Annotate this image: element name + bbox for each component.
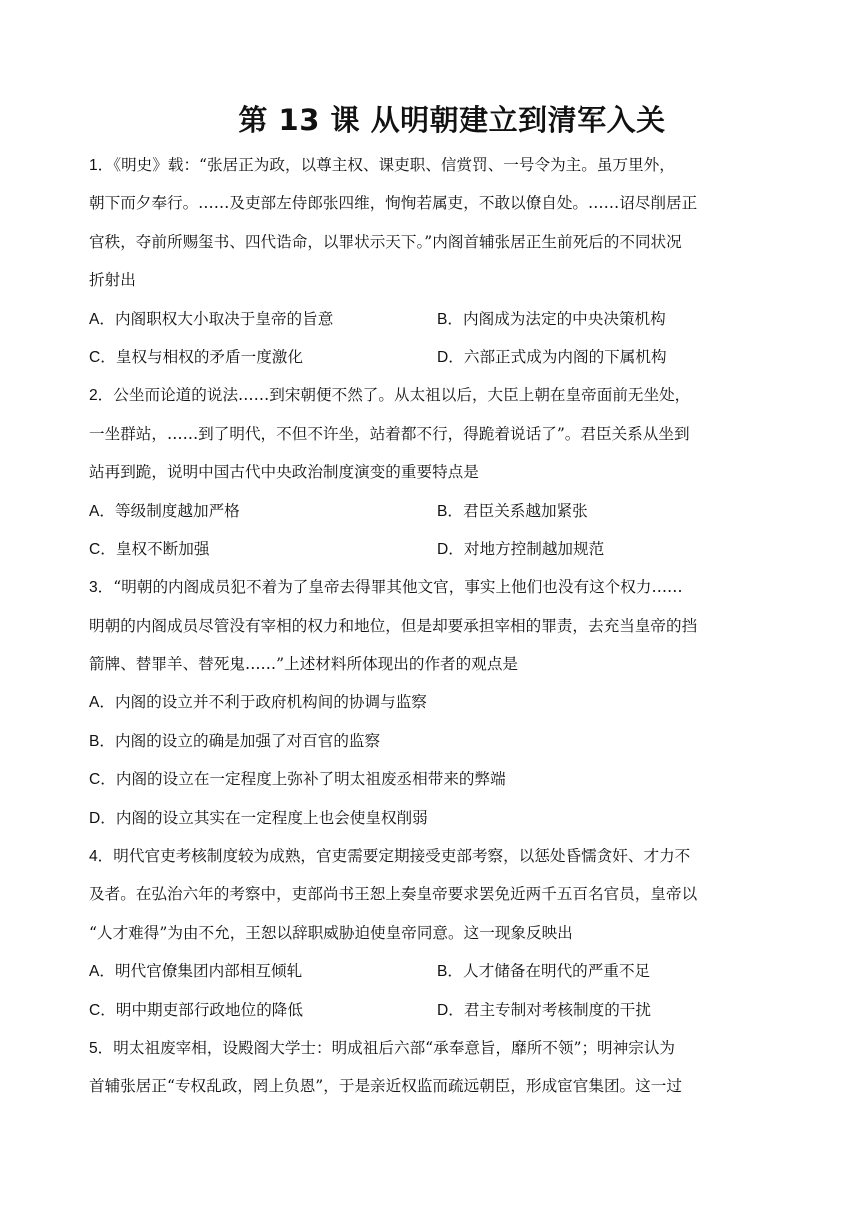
option-letter: D． xyxy=(437,540,464,558)
question-stem-line: 箭牌、替罪羊、替死鬼……”上述材料所体现出的作者的观点是 xyxy=(89,655,519,674)
option-row xyxy=(89,530,769,568)
option-text: 君臣关系越加紧张 xyxy=(463,501,588,520)
stem-text: 明代官吏考核制度较为成熟，官吏需要定期接受吏部考察，以惩处昏懦贪奸、才力不 xyxy=(113,847,691,866)
option-letter: B． xyxy=(437,963,463,981)
option-text: 明中期吏部行政地位的降低 xyxy=(115,1000,303,1019)
question-stem-line: 及者。在弘治六年的考察中，吏部尚书王恕上奏皇帝要求罢免近两千五百名官员，皇帝以 xyxy=(89,885,698,904)
question-number: 2． xyxy=(89,387,114,405)
page-title: 第 13 课 从明朝建立到清军入关 xyxy=(238,103,666,137)
option-text: 内阁职权大小取决于皇帝的旨意 xyxy=(115,309,334,328)
question-stem-line xyxy=(89,376,769,414)
option-letter: A． xyxy=(89,502,115,520)
option-c[interactable] xyxy=(89,530,437,568)
question-list xyxy=(89,146,769,1106)
question-stem-line: 官秩，夺前所赐玺书、四代诰命，以罪状示天下。”内阁首辅张居正生前死后的不同状况 xyxy=(89,232,682,251)
option-letter: C． xyxy=(89,540,116,558)
option-letter: A． xyxy=(89,694,115,712)
question-number: 5． xyxy=(89,1039,114,1057)
question-1 xyxy=(89,146,769,376)
option-letter: D． xyxy=(437,348,464,366)
option-a[interactable] xyxy=(89,952,437,990)
option-letter: C． xyxy=(89,771,116,789)
question-stem-line: 折射出 xyxy=(89,271,136,290)
option-text: 内阁的设立在一定程度上弥补了明太祖废丞相带来的弊端 xyxy=(115,770,506,789)
option-letter: B． xyxy=(437,310,463,328)
option-text: 等级制度越加严格 xyxy=(115,501,240,520)
option-b[interactable] xyxy=(437,300,785,338)
question-2 xyxy=(89,376,769,568)
option-text: 皇权不断加强 xyxy=(115,539,210,558)
question-number: 4． xyxy=(89,848,114,866)
question-5 xyxy=(89,1029,769,1106)
option-c[interactable] xyxy=(89,991,437,1029)
option-a[interactable] xyxy=(89,683,769,721)
option-d[interactable] xyxy=(89,799,769,837)
option-letter: B． xyxy=(89,732,115,750)
option-b[interactable] xyxy=(437,492,785,530)
question-stem-line: 朝下而夕奉行。……及吏部左侍郎张四维，恂恂若属吏，不敢以僚自处。……诏尽削居正 xyxy=(89,194,698,213)
option-b[interactable] xyxy=(437,952,785,990)
option-text: 对地方控制越加规范 xyxy=(463,539,605,558)
option-letter: C． xyxy=(89,1001,116,1019)
question-3 xyxy=(89,568,769,837)
question-stem-line: “人才难得”为由不允，王恕以辞职威胁迫使皇帝同意。这一现象反映出 xyxy=(89,923,573,942)
option-letter: C． xyxy=(89,348,116,366)
option-text: 内阁成为法定的中央决策机构 xyxy=(463,309,666,328)
option-text: 皇权与相权的矛盾一度激化 xyxy=(115,347,303,366)
option-a[interactable] xyxy=(89,300,437,338)
option-c[interactable] xyxy=(89,760,769,798)
option-d[interactable] xyxy=(437,530,785,568)
option-letter: D． xyxy=(89,809,116,827)
question-stem-line xyxy=(89,1029,769,1067)
option-d[interactable] xyxy=(437,991,785,1029)
option-b[interactable] xyxy=(89,722,769,760)
option-row xyxy=(89,952,769,990)
option-text: 内阁的设立并不利于政府机构间的协调与监察 xyxy=(115,693,427,712)
option-a[interactable] xyxy=(89,492,437,530)
option-row xyxy=(89,338,769,376)
question-stem-line: 明朝的内阁成员尽管没有宰相的权力和地位，但是却要承担宰相的罪责，去充当皇帝的挡 xyxy=(89,616,698,635)
question-4 xyxy=(89,837,769,1029)
option-c[interactable] xyxy=(89,338,437,376)
option-row xyxy=(89,492,769,530)
stem-text: 公坐而论道的说法……到宋朝便不然了。从太祖以后，大臣上朝在皇帝面前无坐处， xyxy=(113,386,691,405)
option-letter: A． xyxy=(89,310,115,328)
question-stem-line: 站再到跪，说明中国古代中央政治制度演变的重要特点是 xyxy=(89,463,479,482)
option-text: 内阁的设立其实在一定程度上也会使皇权削弱 xyxy=(115,808,428,827)
stem-text: 明太祖废宰相，设殿阁大学士：明成祖后六部“承奉意旨，靡所不领”；明神宗认为 xyxy=(113,1038,676,1057)
question-number: 1． xyxy=(89,157,114,174)
option-d[interactable] xyxy=(437,338,785,376)
option-text: 明代官僚集团内部相互倾轧 xyxy=(115,962,303,981)
stem-text: “明朝的内阁成员犯不着为了皇帝去得罪其他文官，事实上他们也没有这个权力…… xyxy=(113,578,683,597)
option-letter: D． xyxy=(437,1001,464,1019)
question-stem-line: 首辅张居正“专权乱政，罔上负恩”，于是亲近权监而疏远朝臣，形成宦官集团。这一过 xyxy=(89,1077,682,1096)
question-number: 3． xyxy=(89,579,114,597)
option-row xyxy=(89,300,769,338)
option-row xyxy=(89,991,769,1029)
question-stem-line xyxy=(89,568,769,606)
option-letter: B． xyxy=(437,502,463,520)
question-stem-line xyxy=(89,837,769,875)
stem-text: 《明史》载：“张居正为政，以尊主权、课吏职、信赏罚、一号令为主。虽万里外， xyxy=(113,156,675,174)
option-letter: A． xyxy=(89,963,115,981)
option-text: 人才储备在明代的严重不足 xyxy=(463,962,651,981)
question-stem-line xyxy=(89,146,769,184)
option-text: 君主专制对考核制度的干扰 xyxy=(463,1000,651,1019)
option-text: 六部正式成为内阁的下属机构 xyxy=(463,347,667,366)
option-text: 内阁的设立的确是加强了对百官的监察 xyxy=(115,731,381,750)
question-stem-line: 一坐群站，……到了明代，不但不许坐，站着都不行，得跪着说话了”。君臣关系从坐到 xyxy=(89,424,690,443)
